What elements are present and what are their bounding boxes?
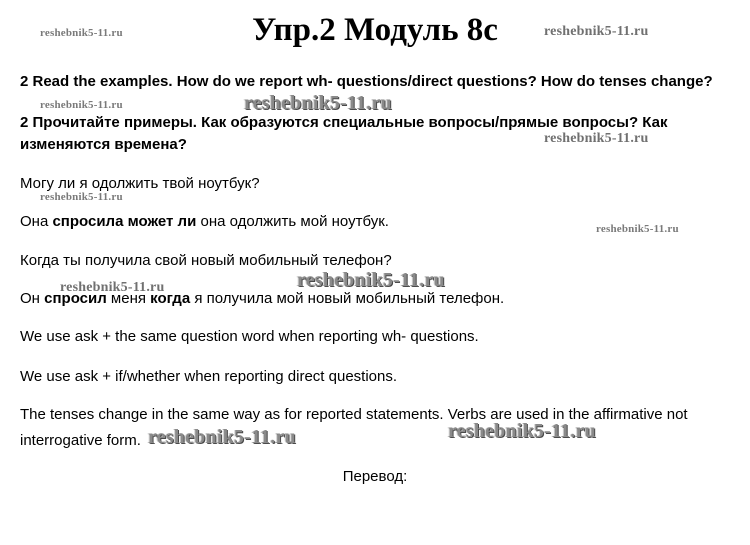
translation-label: Перевод: (342, 468, 408, 485)
task-heading-en: 2 Read the examples. How do we report wh- questions/direct questions? How do tenses change? (20, 73, 713, 90)
rule-tenses-line1: The tenses change in the same way as for reported statements. Verbs are used in the affirmative not (20, 406, 688, 423)
example1-report (20, 212, 389, 232)
example2-report-bold1: спросил (44, 290, 107, 307)
rule-wh-questions: We use ask + the same question word when reporting wh- questions. (20, 328, 479, 345)
example2-report-part3: я получила мой новый мобильный телефон. (190, 290, 505, 307)
watermark: reshebnik5-11.ru (40, 99, 123, 111)
watermark: reshebnik5-11.ru (148, 426, 296, 448)
example2-question: Когда ты получила свой новый мобильный телефон? (20, 252, 392, 269)
rule-tenses-line2: interrogative form. (20, 432, 141, 449)
watermark: reshebnik5-11.ru (244, 92, 392, 114)
task-heading-ru-line1: 2 Прочитайте примеры. Как образуются специальные вопросы/прямые вопросы? Как (20, 114, 668, 131)
watermark: reshebnik5-11.ru (544, 131, 649, 146)
task-heading-ru-line2: изменяются времена? (20, 136, 187, 153)
watermark: reshebnik5-11.ru (297, 269, 445, 291)
example1-question: Могу ли я одолжить твой ноутбук? (20, 175, 260, 192)
example2-report-part2: меня (106, 290, 151, 307)
page-title: Упр.2 Модуль 8c (252, 12, 498, 48)
rule-direct-questions: We use ask + if/whether when reporting direct questions. (20, 368, 398, 385)
example1-report-part1: Она (20, 213, 53, 230)
watermark: reshebnik5-11.ru (596, 223, 679, 235)
watermark: reshebnik5-11.ru (60, 280, 165, 295)
watermark: reshebnik5-11.ru (40, 27, 123, 39)
watermark: reshebnik5-11.ru (448, 420, 596, 442)
example1-report-part2: она одолжить мой ноутбук. (196, 213, 389, 230)
watermark: reshebnik5-11.ru (40, 191, 123, 203)
example1-report-bold: спросила может ли (52, 213, 197, 230)
example2-report-part1: Он (20, 290, 45, 307)
example2-report-bold2: когда (150, 290, 191, 307)
watermark: reshebnik5-11.ru (544, 24, 649, 39)
